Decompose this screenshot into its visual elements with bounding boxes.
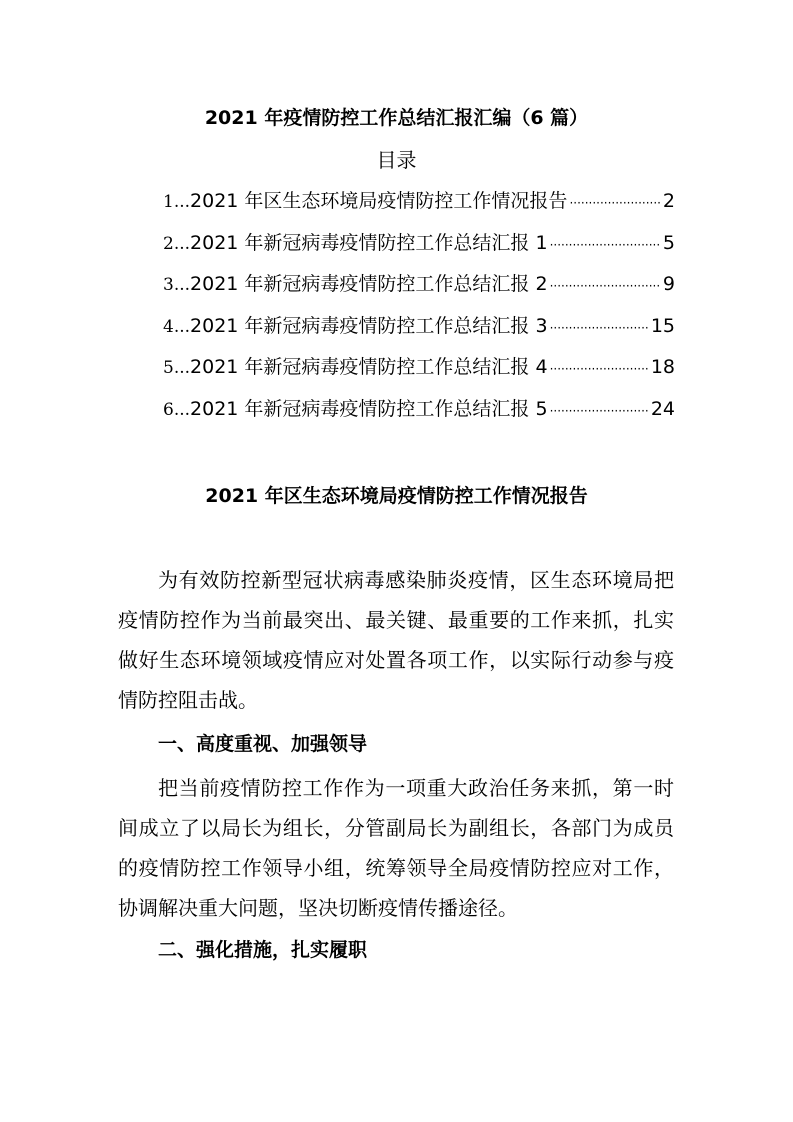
toc-entry-text: 2021 年新冠病毒疫情防控工作总结汇报 2 [190,273,548,296]
toc-entry-6[interactable] [163,394,675,436]
toc-entry-page: 24 [650,397,675,420]
section-title: 2021 年区生态环境局疫情防控工作情况报告 [205,485,588,507]
toc-entry-number: 6... [163,399,191,420]
toc-entry-number: 2... [163,233,191,254]
table-of-contents [163,186,675,436]
document-title: 2021 年疫情防控工作总结汇报汇编（6 篇） [204,107,589,129]
subheading-1-container [118,724,674,764]
toc-entry-page: 15 [650,314,675,337]
toc-entry-1[interactable] [163,186,675,228]
toc-entry-page: 18 [650,356,675,379]
toc-entry-number: 5... [163,358,191,379]
toc-leader-dots [550,354,649,384]
toc-entry-text: 2021 年新冠病毒疫情防控工作总结汇报 4 [190,356,548,379]
toc-leader-dots [569,188,660,218]
toc-leader-dots [550,230,661,260]
subheading-measures: 二、强化措施，扎实履职 [158,939,368,961]
toc-entry-text: 2021 年新冠病毒疫情防控工作总结汇报 5 [190,397,548,420]
toc-entry-text: 2021 年区生态环境局疫情防控工作情况报告 [190,190,568,212]
subheading-leadership: 一、高度重视、加强领导 [158,733,368,755]
toc-entry-page: 9 [662,273,675,296]
toc-entry-4[interactable] [163,311,675,353]
toc-entry-number: 1... [163,192,191,212]
subheading-2-container [118,930,674,970]
body-paragraph: 把当前疫情防控工作作为一项重大政治任务来抓，第一时间成立了以局长为组长，分管副局长为副组长，各部门为成员的疫情防控工作领导小组，统筹领导全局疫情防控应对工作，协调解决重大问题，坚决切断疫情传播途径。 [118,776,674,920]
toc-entry-2[interactable] [163,228,675,270]
toc-entry-5[interactable] [163,352,675,394]
toc-heading: 目录 [376,148,417,172]
toc-leader-dots [550,396,649,426]
toc-leader-dots [550,271,661,301]
toc-entry-3[interactable] [163,269,675,311]
body-paragraph-2-container [118,768,674,928]
toc-entry-number: 3... [163,275,191,296]
toc-entry-text: 2021 年新冠病毒疫情防控工作总结汇报 1 [190,231,548,254]
toc-leader-dots [550,313,649,343]
toc-entry-text: 2021 年新冠病毒疫情防控工作总结汇报 3 [190,314,548,337]
body-paragraph: 为有效防控新型冠状病毒感染肺炎疫情，区生态环境局把疫情防控作为当前最突出、最关键、最重要的工作来抓，扎实做好生态环境领域疫情应对处置各项工作，以实际行动参与疫情防控阻击战。 [118,568,674,712]
toc-entry-page: 5 [662,231,675,254]
toc-entry-number: 4... [163,316,191,337]
toc-entry-page: 2 [662,190,675,212]
body-paragraph-1-container [118,560,674,720]
